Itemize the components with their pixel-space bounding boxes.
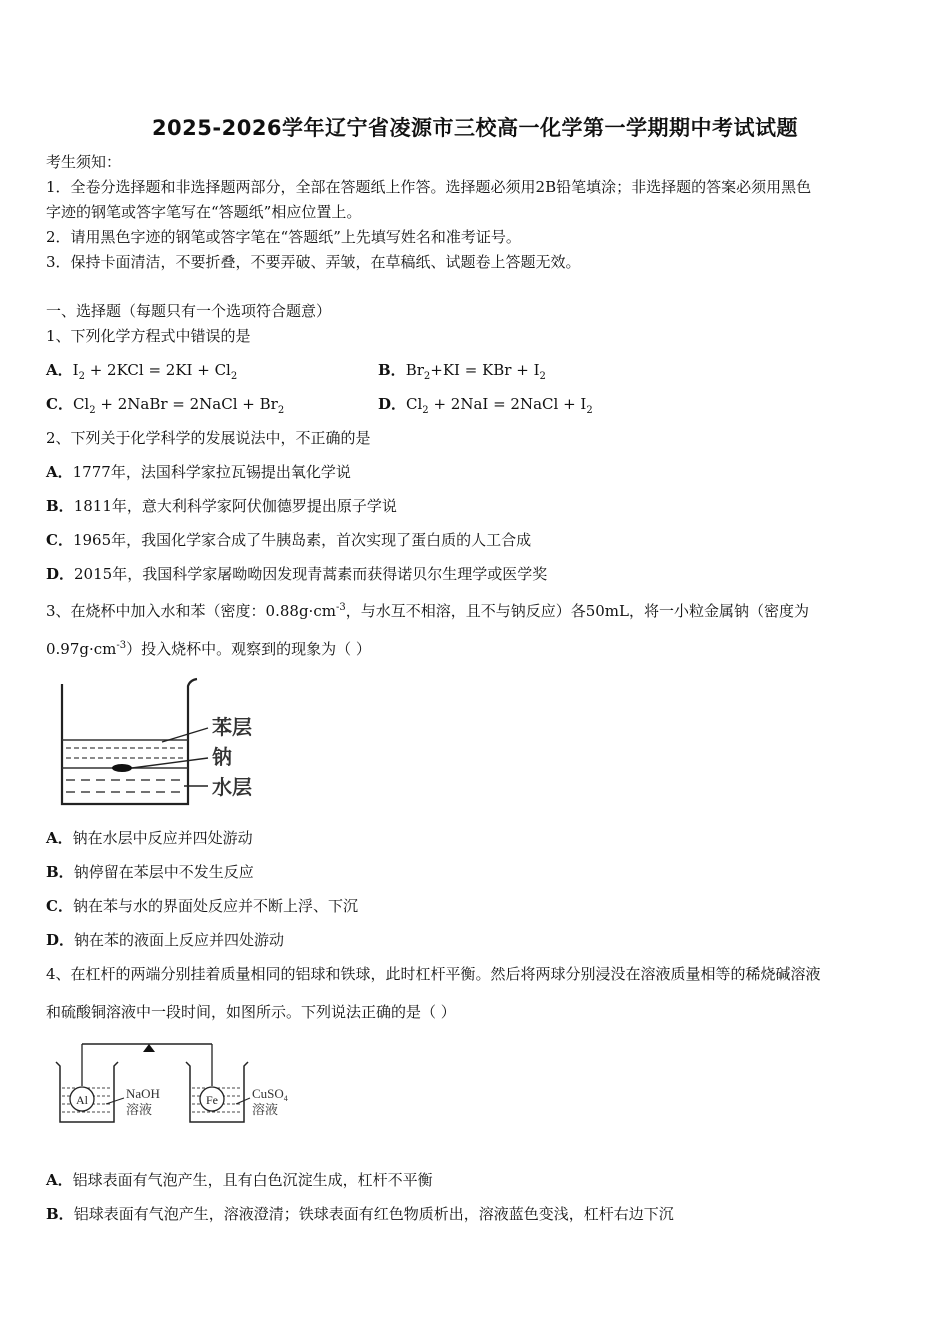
question-4-option-b bbox=[46, 1204, 910, 1224]
stem-part: 3、在烧杯中加入水和苯（密度：0.88g·cm bbox=[46, 602, 336, 620]
cuso4-label bbox=[252, 1086, 288, 1103]
option-label: B． bbox=[46, 1205, 74, 1223]
stem-superscript: -3 bbox=[116, 640, 127, 651]
notice-heading: 考生须知： bbox=[46, 153, 122, 171]
option-label: A． bbox=[46, 361, 73, 379]
question-2-option-c bbox=[46, 530, 910, 550]
question-4-stem-cont: 和硫酸铜溶液中一段时间，如图所示。下列说法正确的是（ ） bbox=[46, 1003, 456, 1021]
option-label: B． bbox=[378, 361, 406, 379]
option-label: A． bbox=[46, 1171, 73, 1189]
question-2-option-d bbox=[46, 564, 910, 584]
option-text: 钠在苯与水的界面处反应并不断上浮、下沉 bbox=[72, 897, 358, 915]
option-label: D． bbox=[46, 931, 75, 949]
notice-item-3: 3．保持卡面清洁，不要折叠，不要弄破、弄皱，在草稿纸、试题卷上答题无效。 bbox=[46, 253, 581, 271]
option-label: D． bbox=[378, 395, 407, 413]
fulcrum bbox=[143, 1044, 155, 1052]
question-1-option-b bbox=[378, 360, 546, 387]
option-label: A． bbox=[46, 463, 73, 481]
aluminum-label: Al bbox=[76, 1093, 88, 1107]
formula-subscript: 4 bbox=[283, 1094, 288, 1103]
question-2-option-a bbox=[46, 462, 910, 482]
question-1-stem: 1、下列化学方程式中错误的是 bbox=[46, 327, 251, 345]
option-text: 钠在水层中反应并四处游动 bbox=[72, 829, 253, 847]
question-3-stem bbox=[46, 598, 910, 621]
option-text: 铝球表面有气泡产生，且有白色沉淀生成，杠杆不平衡 bbox=[72, 1171, 433, 1189]
cuso4-solution-label: 溶液 bbox=[252, 1103, 279, 1118]
question-4-stem: 4、在杠杆的两端分别挂着质量相同的铝球和铁球，此时杠杆平衡。然后将两球分别浸没在溶液质量相等的稀烧碱溶液 bbox=[46, 965, 821, 983]
beaker-figure bbox=[50, 676, 280, 811]
naoh-solution-label: 溶液 bbox=[126, 1103, 153, 1118]
option-label: D． bbox=[46, 565, 75, 583]
naoh-label: NaOH bbox=[126, 1086, 160, 1101]
question-3-stem-cont bbox=[46, 636, 910, 659]
label-pointer bbox=[132, 758, 208, 768]
benzene-layer-label: 苯层 bbox=[212, 715, 252, 739]
stem-part: ）投入烧杯中。观察到的现象为（ ） bbox=[126, 640, 371, 658]
question-3-option-b bbox=[46, 862, 910, 882]
label-pointer bbox=[236, 1098, 250, 1104]
option-text: 1777年，法国科学家拉瓦锡提出氧化学说 bbox=[72, 463, 351, 481]
question-2-stem: 2、下列关于化学科学的发展说法中，不正确的是 bbox=[46, 429, 371, 447]
page-title: 2025-2026学年辽宁省凌源市三校高一化学第一学期期中考试试题 bbox=[151, 116, 799, 140]
label-pointer bbox=[106, 1098, 124, 1104]
option-text: 1965年，我国化学家合成了牛胰岛素，首次实现了蛋白质的人工合成 bbox=[72, 531, 532, 549]
option-text: 钠停留在苯层中不发生反应 bbox=[73, 863, 254, 881]
notice-item-1: 1．全卷分选择题和非选择题两部分，全部在答题纸上作答。选择题必须用2B铅笔填涂；非选择题的答案必须用黑色 bbox=[46, 178, 812, 196]
equation-d: $Cl_2 + 2NaI$ = 2NaCl + $I_2$ bbox=[406, 395, 593, 416]
option-label: A． bbox=[46, 829, 73, 847]
stem-part: 0.97g·cm bbox=[46, 640, 117, 658]
iron-label: Fe bbox=[206, 1093, 218, 1107]
question-1-option-d bbox=[378, 394, 593, 421]
option-text: 2015年，我国科学家屠呦呦因发现青蒿素而获得诺贝尔生理学或医学奖 bbox=[74, 565, 548, 583]
option-text: 1811年，意大利科学家阿伏伽德罗提出原子学说 bbox=[73, 497, 397, 515]
notice-item-2: 2．请用黑色字迹的钢笔或答字笔在“答题纸”上先填写姓名和准考证号。 bbox=[46, 228, 521, 246]
water-layer-label: 水层 bbox=[212, 775, 252, 799]
option-text: 铝球表面有气泡产生，溶液澄清；铁球表面有红色物质析出，溶液蓝色变浅，杠杆右边下沉 bbox=[73, 1205, 674, 1223]
equation-c: $Cl_2$ + 2NaBr = 2NaCl + $Br_2$ bbox=[72, 395, 285, 416]
equation-b: $Br_2+KI$ = KBr + $I_2$ bbox=[405, 361, 546, 382]
option-label: C． bbox=[46, 897, 73, 915]
option-label: B． bbox=[46, 497, 74, 515]
lever-figure bbox=[52, 1038, 322, 1133]
notice-item-1-cont: 字迹的钢笔或答字笔写在“答题纸”相应位置上。 bbox=[46, 203, 362, 221]
option-label: C． bbox=[46, 531, 73, 549]
sodium-piece bbox=[112, 764, 132, 772]
question-3-option-d bbox=[46, 930, 910, 950]
equation-a: $I_2 + 2KCl = 2KI + Cl_2$ bbox=[72, 361, 238, 382]
option-label: B． bbox=[46, 863, 74, 881]
question-3-option-a bbox=[46, 828, 910, 848]
sodium-label: 钠 bbox=[212, 745, 232, 769]
stem-superscript: -3 bbox=[335, 602, 346, 613]
option-text: 钠在苯的液面上反应并四处游动 bbox=[74, 931, 285, 949]
formula-part: CuSO bbox=[252, 1086, 284, 1101]
beaker-outline bbox=[62, 679, 197, 804]
stem-part: ，与水互不相溶，且不与钠反应）各50mL，将一小粒金属钠（密度为 bbox=[345, 602, 809, 620]
question-3-option-c bbox=[46, 896, 910, 916]
question-4-option-a bbox=[46, 1170, 910, 1190]
section-heading: 一、选择题（每题只有一个选项符合题意） bbox=[46, 302, 332, 320]
question-2-option-b bbox=[46, 496, 910, 516]
option-label: C． bbox=[46, 395, 73, 413]
